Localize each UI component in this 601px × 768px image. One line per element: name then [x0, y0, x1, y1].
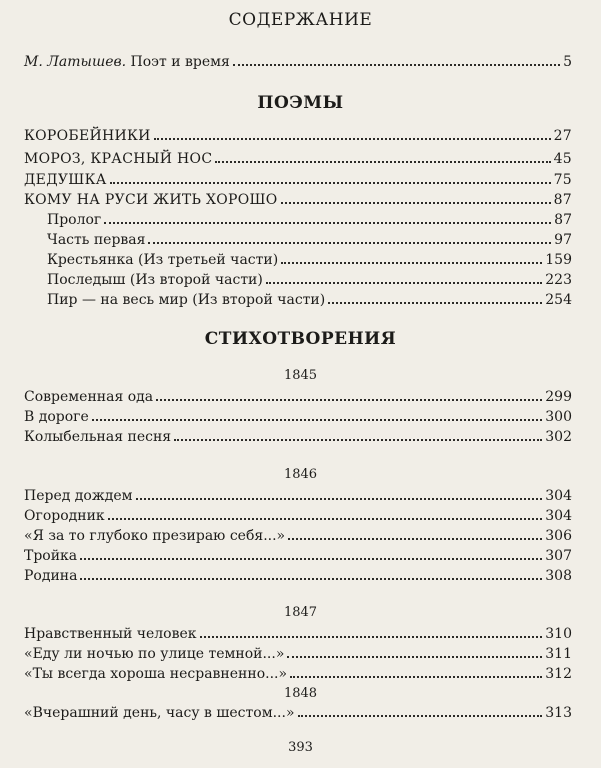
page-ref: 159 [545, 252, 572, 268]
page-ref: 87 [553, 192, 572, 208]
page-ref: 311 [545, 646, 572, 662]
toc-entry[interactable] [24, 508, 572, 526]
dot-leader [290, 667, 542, 678]
toc-entry[interactable] [24, 705, 572, 723]
dot-leader [148, 233, 551, 244]
entry-title: Нравственный человек [24, 626, 197, 642]
dot-leader [288, 529, 542, 540]
year-heading: 1847 [283, 605, 318, 620]
page-ref: 302 [545, 429, 572, 445]
entry-title: Часть первая [47, 232, 146, 248]
toc-entry[interactable] [24, 429, 572, 447]
intro-author: М. Латышев. [24, 54, 127, 70]
toc-entry[interactable] [24, 389, 572, 407]
dot-leader [80, 549, 542, 560]
toc-entry-sub[interactable] [47, 272, 572, 290]
page-ref: 312 [545, 666, 572, 682]
page-ref: 87 [554, 212, 572, 228]
dot-leader [104, 213, 551, 224]
entry-title: Пир — на весь мир (Из второй части) [47, 292, 326, 308]
dot-leader [92, 410, 542, 421]
toc-entry[interactable] [24, 172, 572, 190]
dot-leader [110, 173, 551, 184]
entry-title: «Я за то глубоко презираю себя...» [24, 528, 286, 544]
toc-entry[interactable] [24, 409, 572, 427]
page-ref: 97 [554, 232, 572, 248]
page-ref: 75 [553, 172, 572, 188]
page-ref: 299 [545, 389, 572, 405]
intro-title: Поэт и время [130, 54, 230, 70]
page-ref: 223 [545, 272, 572, 288]
entry-title: Последыш (Из второй части) [47, 272, 263, 288]
dot-leader [281, 253, 542, 264]
poetry-heading: СТИХОТВОРЕНИЯ [204, 329, 397, 349]
dot-leader [174, 430, 542, 441]
entry-title: Крестьянка (Из третьей части) [47, 252, 279, 268]
dot-leader [287, 647, 542, 658]
entry-title: В дороге [24, 409, 89, 425]
poems-heading: ПОЭМЫ [257, 93, 344, 113]
page-ref: 308 [545, 568, 572, 584]
dot-leader [281, 193, 551, 204]
toc-entry[interactable] [24, 528, 572, 546]
entry-title: «Ты всегда хороша несравненно...» [24, 666, 288, 682]
dot-leader [156, 390, 542, 401]
entry-title: МОРОЗ, КРАСНЫЙ НОС [24, 151, 213, 167]
entry-title: «Вчерашний день, часу в шестом...» [24, 705, 295, 721]
entry-title: ДЕДУШКА [24, 172, 107, 188]
page-ref: 307 [545, 548, 572, 564]
toc-entry-sub[interactable] [47, 292, 572, 310]
toc-entry[interactable] [24, 646, 572, 664]
toc-entry[interactable] [24, 128, 572, 146]
entry-title: КОМУ НА РУСИ ЖИТЬ ХОРОШО [24, 192, 278, 208]
page-ref: 304 [545, 488, 572, 504]
dot-leader [215, 152, 550, 163]
toc-entry[interactable] [24, 666, 572, 684]
year-heading: 1848 [283, 686, 318, 701]
toc-entry[interactable] [24, 626, 572, 644]
dot-leader [108, 509, 543, 520]
entry-title: «Еду ли ночью по улице темной...» [24, 646, 285, 662]
page-ref: 254 [545, 292, 572, 308]
dot-leader [136, 489, 543, 500]
page-ref: 45 [553, 151, 572, 167]
contents-heading: СОДЕРЖАНИЕ [228, 10, 373, 30]
year-heading: 1845 [283, 368, 318, 383]
entry-title: Тройка [24, 548, 78, 564]
page-ref: 5 [563, 54, 572, 70]
dot-leader [266, 273, 542, 284]
page-ref: 310 [545, 626, 572, 642]
entry-title: Современная ода [24, 389, 154, 405]
entry-title: Огородник [24, 508, 105, 524]
toc-entry-sub[interactable] [47, 252, 572, 270]
toc-entry[interactable] [24, 568, 572, 586]
entry-title: Пролог [47, 212, 102, 228]
entry-title: КОРОБЕЙНИКИ [24, 128, 151, 144]
toc-entry[interactable] [24, 192, 572, 210]
entry-title: Колыбельная песня [24, 429, 172, 445]
dot-leader [154, 129, 551, 140]
entry-title: Перед дождем [24, 488, 133, 504]
page-ref: 300 [545, 409, 572, 425]
toc-entry-intro[interactable] [24, 54, 572, 72]
dot-leader [200, 627, 543, 638]
dot-leader [298, 706, 543, 717]
year-heading: 1846 [283, 467, 318, 482]
entry-title: Родина [24, 568, 78, 584]
toc-entry-sub[interactable] [47, 212, 572, 230]
page-number: 393 [288, 740, 313, 755]
dot-leader [233, 55, 560, 66]
dot-leader [328, 293, 542, 304]
toc-entry[interactable] [24, 488, 572, 506]
page-ref: 27 [553, 128, 572, 144]
toc-entry[interactable] [24, 548, 572, 566]
page-ref: 313 [545, 705, 572, 721]
dot-leader [80, 569, 542, 580]
page-ref: 304 [545, 508, 572, 524]
toc-entry[interactable] [24, 151, 572, 169]
page-ref: 306 [545, 528, 572, 544]
toc-entry-sub[interactable] [47, 232, 572, 250]
